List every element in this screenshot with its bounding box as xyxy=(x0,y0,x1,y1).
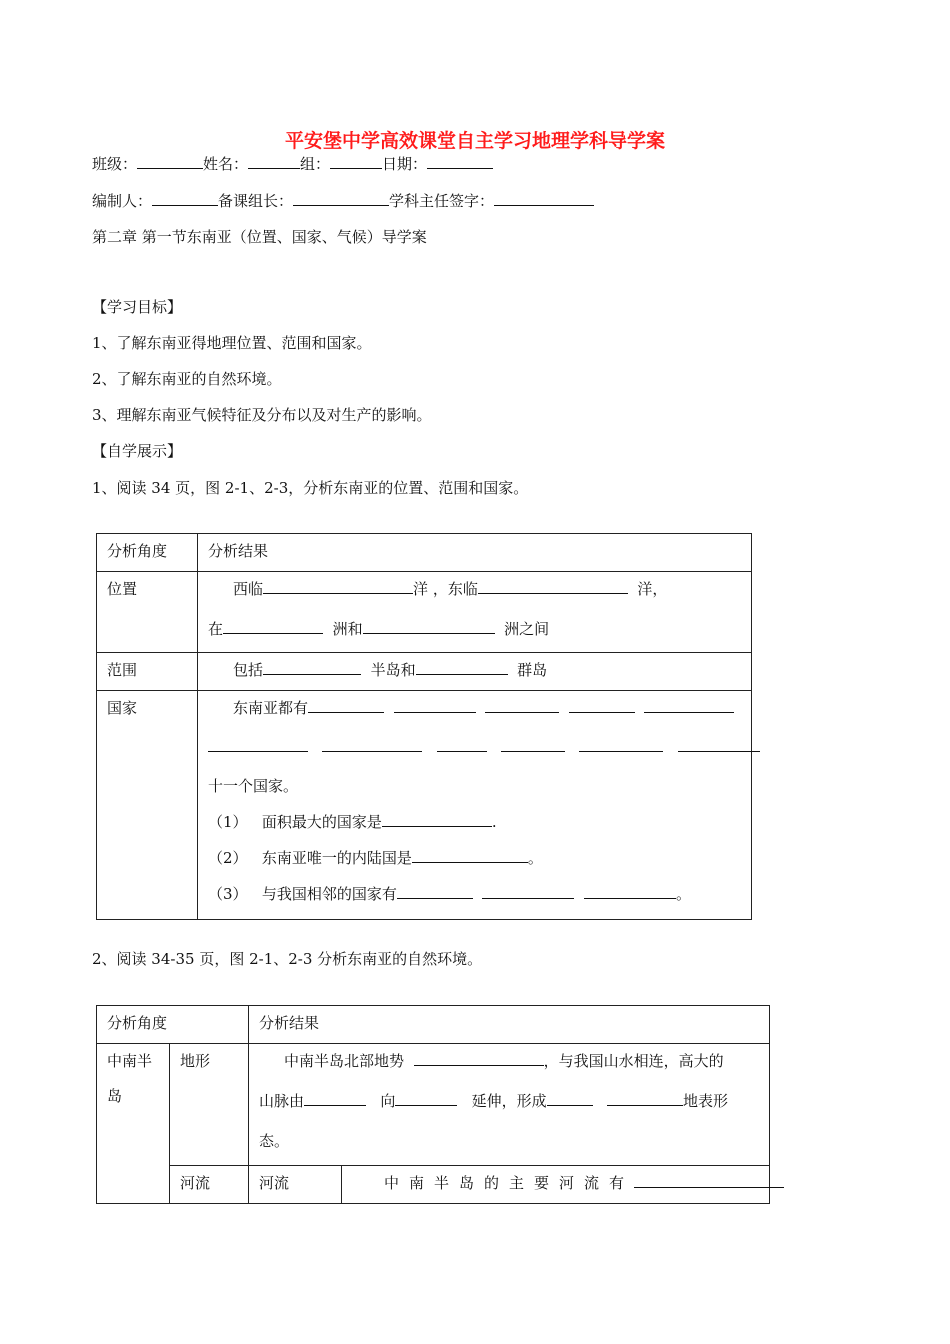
country-field[interactable] xyxy=(308,698,384,713)
q1-number: （1） xyxy=(208,813,248,831)
group-field[interactable] xyxy=(330,154,382,169)
country-field[interactable] xyxy=(208,737,308,752)
terrain-text-1: 中南半岛北部地势 xyxy=(284,1052,405,1070)
neighbor-country-field[interactable] xyxy=(397,884,473,899)
terrain-form-field[interactable] xyxy=(607,1091,683,1106)
country-field[interactable] xyxy=(437,737,487,752)
editor-label: 编制人： xyxy=(92,192,153,210)
islands-field[interactable] xyxy=(416,660,508,675)
region-label-a: 中南半 xyxy=(107,1052,153,1070)
peninsula-field[interactable] xyxy=(263,660,361,675)
director-label: 学科主任签字： xyxy=(389,192,495,210)
terrain-line-2 xyxy=(259,1090,728,1111)
position-line-2 xyxy=(208,618,549,639)
river-label: 河流 xyxy=(180,1174,211,1192)
name-field[interactable] xyxy=(248,154,300,169)
terrain-line-1 xyxy=(284,1050,724,1071)
between-label: 在 xyxy=(208,620,224,638)
q3-text: 与我国相邻的国家有 xyxy=(261,885,397,903)
sub-question-2 xyxy=(208,847,543,868)
goal-item: 2、了解东南亚的自然环境。 xyxy=(92,370,282,388)
country-field[interactable] xyxy=(644,698,734,713)
range-line xyxy=(233,659,786,680)
question-2: 2、阅读 34-35 页，图 2-1、2-3 分析东南亚的自然环境。 xyxy=(92,950,483,968)
river-sub-label: 河流 xyxy=(259,1174,290,1192)
islands-label: 群岛 xyxy=(517,661,548,679)
terrain-form-field[interactable] xyxy=(547,1091,593,1106)
class-label: 班级： xyxy=(92,155,138,173)
terrain-label: 地形 xyxy=(180,1052,211,1070)
leader-label: 备课组长： xyxy=(218,192,294,210)
country-label: 国家 xyxy=(107,699,138,717)
neighbor-country-field[interactable] xyxy=(482,884,574,899)
t1-col2-header: 分析结果 xyxy=(208,542,269,560)
terrain-to: 向 xyxy=(380,1092,396,1110)
class-field[interactable] xyxy=(137,154,203,169)
ocean2-label: 洋， xyxy=(637,580,668,598)
q2-end: 。 xyxy=(527,849,543,867)
country-field[interactable] xyxy=(678,737,760,752)
location-table xyxy=(96,533,752,920)
country-field[interactable] xyxy=(569,698,635,713)
country-field[interactable] xyxy=(485,698,559,713)
country-field[interactable] xyxy=(579,737,663,752)
continent1-field[interactable] xyxy=(223,619,323,634)
continent2-field[interactable] xyxy=(363,619,495,634)
include-label: 包括 xyxy=(233,661,264,679)
continent-between-label: 洲之间 xyxy=(504,620,550,638)
name-label: 姓名： xyxy=(203,155,249,173)
country-field[interactable] xyxy=(322,737,422,752)
east-ocean-field[interactable] xyxy=(478,579,628,594)
terrain-surface: 地表形 xyxy=(682,1092,728,1110)
q3-number: （3） xyxy=(208,885,248,903)
goals-heading: 【学习目标】 xyxy=(92,298,183,316)
east-label: ，东临 xyxy=(432,580,478,598)
ocean1-label: 洋 xyxy=(413,580,429,598)
river-text: 中南半岛的主要河流有 xyxy=(384,1174,635,1192)
neighbor-country-field[interactable] xyxy=(584,884,676,899)
terrain-from-field[interactable] xyxy=(304,1091,366,1106)
landlocked-country-field[interactable] xyxy=(412,848,528,863)
director-field[interactable] xyxy=(494,191,594,206)
leader-field[interactable] xyxy=(293,191,389,206)
continent-and-label: 洲和 xyxy=(332,620,363,638)
position-line-1 xyxy=(233,578,667,599)
countries-have-label: 东南亚都有 xyxy=(233,699,309,717)
peninsula-and-label: 半岛和 xyxy=(370,661,416,679)
self-study-heading: 【自学展示】 xyxy=(92,442,183,460)
t1-col1-header: 分析角度 xyxy=(107,542,168,560)
terrain-line-3: 态。 xyxy=(259,1132,290,1150)
date-label: 日期： xyxy=(382,155,428,173)
terrain-text-3: 山脉由 xyxy=(259,1092,305,1110)
largest-country-field[interactable] xyxy=(382,812,492,827)
west-label: 西临 xyxy=(233,580,264,598)
group-label: 组： xyxy=(300,155,331,173)
region-label-b: 岛 xyxy=(107,1087,123,1105)
sub-question-1 xyxy=(208,811,497,832)
west-ocean-field[interactable] xyxy=(263,579,413,594)
river-field[interactable] xyxy=(634,1173,784,1188)
info-line-1 xyxy=(92,153,493,174)
countries-line-2 xyxy=(208,737,760,756)
sub-question-3 xyxy=(208,883,691,904)
page-title: 平安堡中学高效课堂自主学习地理学科导学案 xyxy=(284,130,665,152)
country-field[interactable] xyxy=(501,737,565,752)
chapter-heading: 第二章 第一节东南亚（位置、国家、气候）导学案 xyxy=(92,228,427,246)
terrain-extend: 延伸，形成 xyxy=(471,1092,547,1110)
date-field[interactable] xyxy=(427,154,493,169)
q1-text: 面积最大的国家是 xyxy=(261,813,382,831)
q1-end: . xyxy=(491,813,497,831)
q2-number: （2） xyxy=(208,849,248,867)
goal-item: 1、了解东南亚得地理位置、范围和国家。 xyxy=(92,334,372,352)
q3-end: 。 xyxy=(675,885,691,903)
terrain-text-2: ，与我国山水相连，高大的 xyxy=(543,1052,724,1070)
terrain-to-field[interactable] xyxy=(395,1091,457,1106)
terrain-trend-field[interactable] xyxy=(414,1051,544,1066)
range-label: 范围 xyxy=(107,661,138,679)
river-line xyxy=(384,1172,811,1193)
goal-item: 3、理解东南亚气候特征及分布以及对生产的影响。 xyxy=(92,406,432,424)
q2-text: 东南亚唯一的内陆国是 xyxy=(261,849,412,867)
info-line-2 xyxy=(92,190,594,211)
country-field[interactable] xyxy=(394,698,476,713)
eleven-countries: 十一个国家。 xyxy=(208,777,299,795)
position-label: 位置 xyxy=(107,580,138,598)
countries-line-1 xyxy=(233,697,734,718)
t2-col2-header: 分析结果 xyxy=(259,1014,320,1032)
question-1: 1、阅读 34 页，图 2-1、2-3，分析东南亚的位置、范围和国家。 xyxy=(92,479,529,497)
t2-col1-header: 分析角度 xyxy=(107,1014,168,1032)
environment-table xyxy=(96,1005,770,1204)
editor-field[interactable] xyxy=(152,191,218,206)
